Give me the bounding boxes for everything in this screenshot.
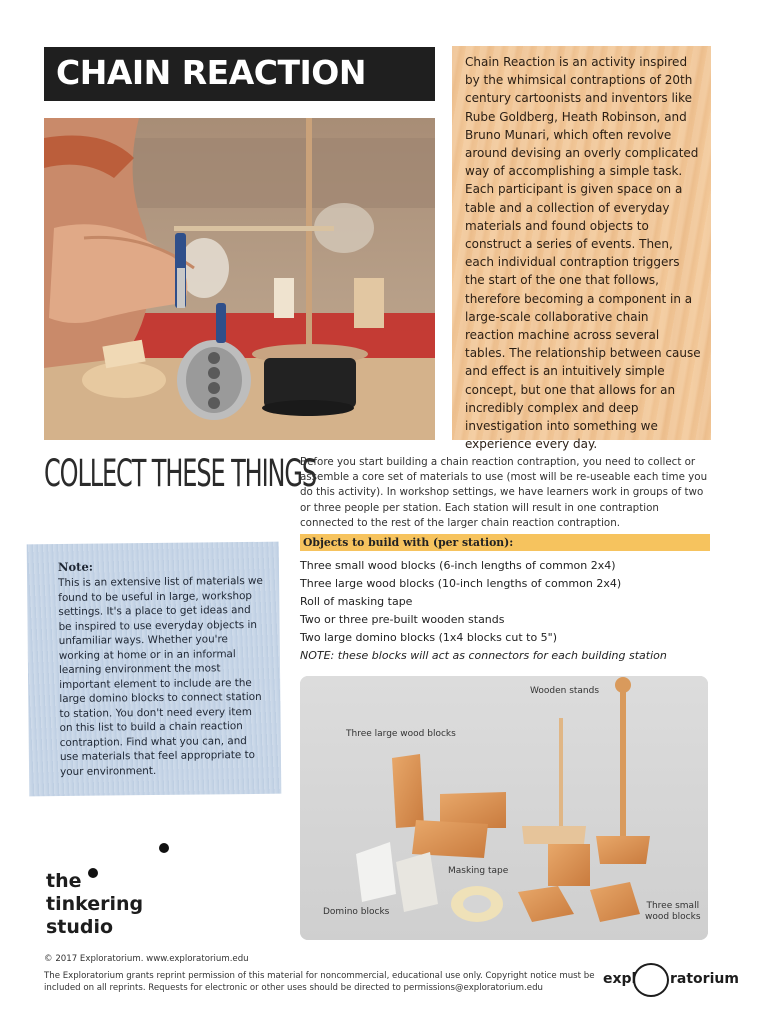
logo-ring-icon: [633, 963, 669, 997]
note-text: This is an extensive list of materials we found to be useful in large, workshop settings. It's a place to get ideas and be inspired to use everyday objects in unfamiliar ways. Whether you're working at home or in an informal learning environment the most important element to include are the large domino blocks to connect station to station. You don't need every item on this list to build a chain reaction contraption. Find what you can, and use materials that feel appropriate to your environment.: [58, 574, 263, 778]
copyright-text: © 2017 Exploratorium. www.exploratorium.edu: [44, 954, 249, 964]
collect-description: Before you start building a chain reaction contraption, you need to collect or assemble a core set of materials to use (most will be re-useable each time you do this activity). In workshop settings, we have learners work in groups of two or three people per station. Each station will result in one contraption connected to the rest of the larger chain reaction contraption.: [300, 456, 708, 529]
materials-photo: [300, 676, 708, 940]
list-item: Three small wood blocks (6-inch lengths of common 2x4): [300, 559, 616, 572]
hero-photo: [44, 118, 435, 440]
decorative-dot: [159, 843, 169, 853]
exploratorium-logo: [603, 962, 739, 998]
objects-note: NOTE: these blocks will act as connectors for each building station: [300, 649, 667, 663]
logo-line: the: [46, 870, 82, 892]
intro-text: Chain Reaction is an activity inspired by the whimsical contraptions of 20th century cartoonists and inventors like Rube Goldberg, Heath Robinson, and Bruno Munari, which often revolve around devising an overly complicated way of accomplishing a simple task. Each participant is given space on a table and a collection of everyday materials and found objects to construct a series of events. Then, each individual contraption triggers the start of the one that follows, therefore becoming a component in a large-scale collaborative chain reaction machine across several tables. The relationship between cause and effect is an intuitively simple concept, but one that allows for an incredibly complex and deep investigation into something we experience every day.: [465, 55, 701, 452]
logo-line: tinkering: [46, 893, 144, 915]
label-domino-blocks: Domino blocks: [323, 907, 390, 917]
list-item: Two or three pre-built wooden stands: [300, 613, 505, 627]
footer: [44, 953, 604, 995]
objects-list: [300, 557, 715, 666]
tinkering-studio-logo: [46, 870, 143, 939]
page-title: [44, 47, 435, 101]
label-small-blocks-line1: Three small: [646, 901, 700, 911]
logo-line: studio: [46, 916, 114, 938]
label-large-blocks: Three large wood blocks: [346, 729, 456, 739]
logo-text-left: expl: [603, 971, 637, 987]
list-item: Roll of masking tape: [300, 595, 413, 609]
objects-header: Objects to build with (per station):: [300, 534, 710, 551]
hero-photo-illustration: [44, 118, 435, 440]
intro-panel: [452, 46, 711, 452]
list-item: Three large wood blocks (10-inch lengths of common 2x4): [300, 577, 622, 591]
label-wooden-stands: Wooden stands: [530, 686, 600, 696]
note-title: Note:: [57, 559, 94, 575]
terms-text: The Exploratorium grants reprint permission of this material for noncommercial, educational use only. Copyright notice must be included on all reprints. Requests for electronic or other uses should be directed to permissions@exploratorium.edu: [44, 970, 595, 993]
label-small-blocks: [645, 901, 701, 923]
collect-heading: COLLECT THESE THINGS: [44, 452, 317, 495]
page-title-text: CHAIN REACTION: [56, 53, 366, 92]
note-card: [27, 542, 282, 797]
label-small-blocks-line2: wood blocks: [645, 912, 701, 922]
label-masking-tape: Masking tape: [448, 866, 509, 876]
logo-text-right: ratorium: [670, 971, 739, 987]
list-item: Two large domino blocks (1x4 blocks cut to 5"): [300, 631, 558, 645]
